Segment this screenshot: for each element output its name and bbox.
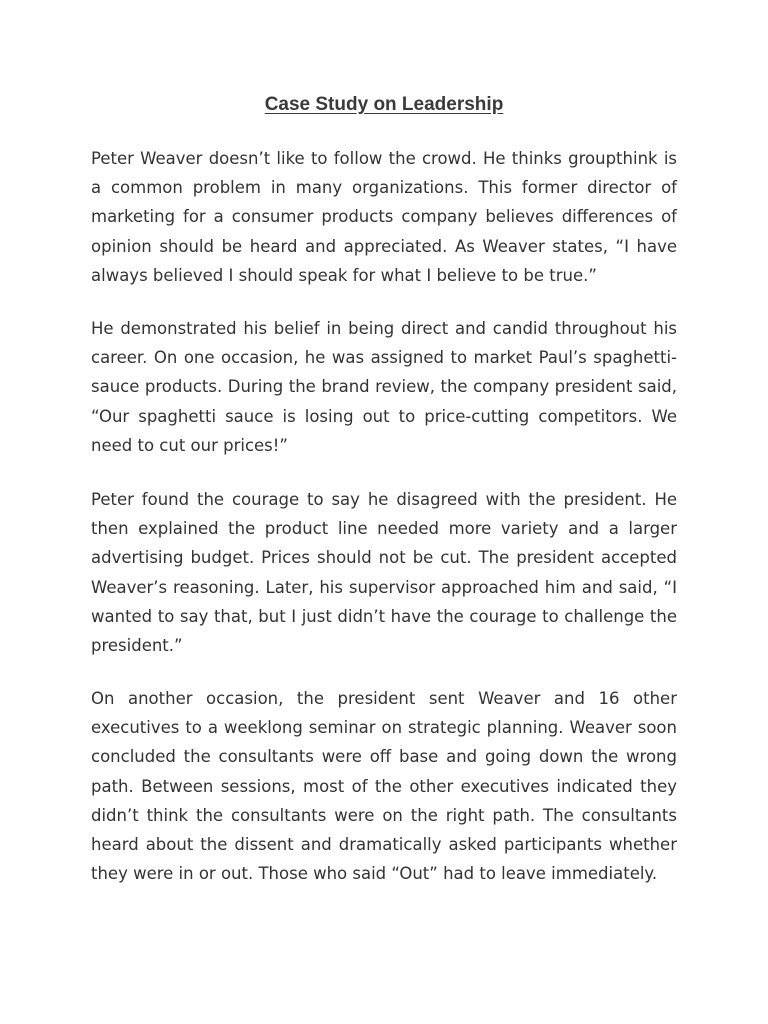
paragraph-2: He demonstrated his belief in being direct and candid throughout his career. On one occasion, he was assigned to market Paul’s spaghetti-sauce products. During the brand review, the company president said, “Our spaghetti sauce is losing out to price-cutting competitors. We need to cut our prices!” <box>91 319 677 455</box>
paragraph-1: Peter Weaver doesn’t like to follow the crowd. He thinks groupthink is a common problem in many organizations. This former director of marketing for a consumer products company believes differences of opinion should be heard and appreciated. As Weaver states, “I have always believed I should speak for what I believe to be true.” <box>91 149 677 285</box>
document-title: Case Study on Leadership <box>264 94 504 115</box>
paragraph-4: On another occasion, the president sent Weaver and 16 other executives to a weeklong seminar on strategic planning. Weaver soon concluded the consultants were off base and going down the wrong path. Between sessions, most of the other executives indicated they didn’t think the consultants were on the right path. The consultants heard about the dissent and dramatically asked participants whether they were in or out. Those who said “Out” had to leave immediately. <box>91 689 677 884</box>
paragraph-3: Peter found the courage to say he disagreed with the president. He then explained the product line needed more variety and a larger advertising budget. Prices should not be cut. The president accepted Weaver’s reasoning. Later, his supervisor approached him and said, “I wanted to say that, but I just didn’t have the courage to challenge the president.” <box>91 490 677 656</box>
